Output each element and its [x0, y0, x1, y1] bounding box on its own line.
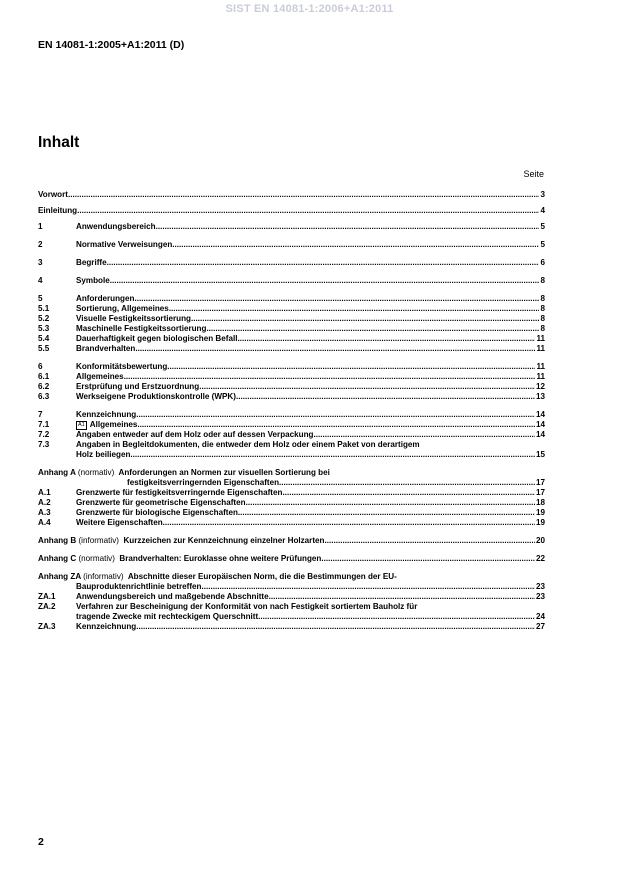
toc-page: 8	[540, 276, 545, 285]
annex-type: (normativ)	[78, 554, 115, 563]
toc-page: 15	[535, 450, 545, 459]
toc-entry-7[interactable]	[38, 410, 545, 420]
watermark: SIST EN 14081-1:2006+A1:2011	[225, 3, 394, 15]
annex-type: (informativ)	[78, 536, 119, 545]
toc-title: Allgemeines	[76, 372, 124, 381]
toc-title: Anwendungsbereich	[76, 222, 156, 231]
toc-page: 13	[535, 392, 545, 401]
toc-page: 6	[540, 258, 545, 267]
toc-page: 8	[540, 324, 545, 333]
toc-page: 11	[536, 362, 545, 371]
toc-entry-6-2[interactable]	[38, 382, 545, 392]
annex-label: Anhang ZA	[38, 572, 81, 581]
toc-title: Kurzzeichen zur Kennzeichnung einzelner Holzarten	[123, 536, 325, 545]
toc-number: 5.2	[38, 314, 50, 323]
toc-title: Werkseigene Produktionskontrolle (WPK)	[76, 392, 236, 401]
toc-page: 11	[536, 334, 545, 343]
toc-entry-7-2[interactable]	[38, 430, 545, 440]
toc-number: A.1	[38, 488, 51, 497]
toc-title: Konformitätsbewertung	[76, 362, 168, 371]
toc-entry-2[interactable]	[38, 240, 545, 250]
toc-title: Kennzeichnung	[76, 410, 137, 419]
toc-entry-annex-za-cont[interactable]	[38, 582, 545, 592]
annex-label: Anhang C	[38, 554, 77, 563]
toc-title: Visuelle Festigkeitssortierung	[76, 314, 191, 323]
toc-number: 7.2	[38, 430, 50, 439]
toc-entry-za2-cont[interactable]	[38, 612, 545, 622]
toc-number: 5.4	[38, 334, 50, 343]
toc-page: 3	[540, 190, 545, 199]
toc-number: ZA.1	[38, 592, 56, 601]
toc-title: Normative Verweisungen	[76, 240, 173, 249]
toc-number: 6.3	[38, 392, 50, 401]
toc-page: 22	[535, 554, 545, 563]
toc-entry-annex-a[interactable]	[38, 468, 545, 478]
toc-title: Grenzwerte für geometrische Eigenschaften	[76, 498, 246, 507]
toc-page: 14	[535, 410, 545, 419]
toc-number: 2	[38, 240, 43, 249]
toc-page: 17	[535, 488, 545, 497]
toc-title: Begriffe	[76, 258, 107, 267]
toc-page: 12	[535, 382, 545, 391]
toc-title-line1: Anforderungen an Normen zur visuellen Sortierung bei	[118, 468, 330, 477]
toc-number: 6.1	[38, 372, 50, 381]
toc-entry-annex-c[interactable]	[38, 554, 545, 564]
toc-number: 5.5	[38, 344, 50, 353]
toc-number: 5.3	[38, 324, 50, 333]
toc-entry-5-4[interactable]	[38, 334, 545, 344]
toc-page: 27	[535, 622, 545, 631]
toc-entry-4[interactable]	[38, 276, 545, 286]
toc-number: 7.3	[38, 440, 50, 449]
toc-number: A.3	[38, 508, 51, 517]
toc-title: Anwendungsbereich und maßgebende Abschnitte	[76, 592, 269, 601]
page-title: Inhalt	[38, 134, 80, 151]
toc-title-line2: festigkeitsverringernden Eigenschaften	[127, 478, 280, 487]
toc-page: 8	[540, 304, 545, 313]
toc-entry-za2[interactable]	[38, 602, 545, 612]
toc-page: 8	[540, 314, 545, 323]
toc-entry-6-3[interactable]	[38, 392, 545, 402]
toc-title: Vorwort	[38, 190, 68, 199]
table-of-contents	[38, 190, 545, 632]
toc-page: 20	[535, 536, 545, 545]
toc-title-line2: tragende Zwecke mit rechteckigem Querschnitt	[76, 612, 259, 621]
toc-page: 17	[535, 478, 545, 487]
toc-entry-5-5[interactable]	[38, 344, 545, 354]
toc-entry-annex-za[interactable]	[38, 572, 545, 582]
toc-entry-a4[interactable]	[38, 518, 545, 528]
toc-number: 6	[38, 362, 43, 371]
toc-entry-5-3[interactable]	[38, 324, 545, 334]
toc-title: Anforderungen	[76, 294, 135, 303]
toc-entry-1[interactable]	[38, 222, 545, 232]
toc-number: 3	[38, 258, 43, 267]
toc-title: Grenzwerte für festigkeitsverringernde Eigenschaften	[76, 488, 283, 497]
toc-title-line1: Abschnitte dieser Europäischen Norm, die die Bestimmungen der EU-	[127, 572, 397, 581]
toc-number: 4	[38, 276, 43, 285]
toc-entry-7-3[interactable]	[38, 440, 545, 450]
toc-title: Grenzwerte für biologische Eigenschaften	[76, 508, 238, 517]
annex-label: Anhang B	[38, 536, 77, 545]
annex-type: (normativ)	[77, 468, 115, 477]
toc-entry-vorwort[interactable]	[38, 190, 545, 200]
toc-entry-a2[interactable]	[38, 498, 545, 508]
toc-number: 6.2	[38, 382, 50, 391]
toc-title-line2: Holz beiliegen	[76, 450, 131, 459]
toc-number: ZA.2	[38, 602, 56, 611]
toc-number: 5	[38, 294, 43, 303]
toc-entry-annex-b[interactable]	[38, 536, 545, 546]
toc-entry-7-1[interactable]	[38, 420, 545, 430]
toc-page: 14	[535, 420, 545, 429]
annex-type: (informativ)	[83, 572, 124, 581]
toc-number: A.4	[38, 518, 51, 527]
toc-page: 14	[535, 430, 545, 439]
document-id: EN 14081-1:2005+A1:2011 (D)	[38, 39, 185, 51]
toc-entry-3[interactable]	[38, 258, 545, 268]
toc-number: ZA.3	[38, 622, 56, 631]
toc-page: 8	[540, 294, 545, 303]
toc-entry-7-3-cont[interactable]	[38, 450, 545, 460]
toc-entry-za1[interactable]	[38, 592, 545, 602]
toc-entry-a1[interactable]	[38, 488, 545, 498]
toc-page: 11	[536, 344, 545, 353]
toc-entry-annex-a-cont[interactable]	[38, 478, 545, 488]
toc-page: 24	[535, 612, 545, 621]
toc-title: Symbole	[76, 276, 110, 285]
toc-title: Sortierung, Allgemeines	[76, 304, 169, 313]
toc-title: Maschinelle Festigkeitssortierung	[76, 324, 207, 333]
toc-page: 5	[540, 240, 545, 249]
toc-page: 11	[536, 372, 545, 381]
toc-entry-6[interactable]	[38, 362, 545, 372]
toc-title: Brandverhalten	[76, 344, 136, 353]
toc-title: Einleitung	[38, 206, 78, 215]
amendment-marker-icon: A1	[78, 422, 85, 428]
toc-title: Erstprüfung und Erstzuordnung	[76, 382, 200, 391]
toc-number: 1	[38, 222, 43, 231]
toc-page: 4	[540, 206, 545, 215]
toc-number: 7	[38, 410, 43, 419]
toc-title-line1: Verfahren zur Bescheinigung der Konformität von nach Festigkeit sortiertem Bauholz für	[76, 602, 418, 611]
toc-title: Angaben entweder auf dem Holz oder auf dessen Verpackung	[76, 430, 314, 439]
toc-entry-5-2[interactable]	[38, 314, 545, 324]
toc-entry-za3[interactable]	[38, 622, 545, 632]
toc-page: 23	[535, 582, 545, 591]
toc-title-line1: Angaben in Begleitdokumenten, die entweder dem Holz oder einem Paket von derartigem	[76, 440, 420, 449]
toc-page: 19	[535, 518, 545, 527]
toc-title: Dauerhaftigkeit gegen biologischen Befall	[76, 334, 238, 343]
annex-label: Anhang A	[38, 468, 76, 477]
toc-title: Brandverhalten: Euroklasse ohne weitere Prüfungen	[119, 554, 322, 563]
page-column-label: Seite	[523, 169, 544, 179]
toc-title: Kennzeichnung	[76, 622, 137, 631]
toc-title: Weitere Eigenschaften	[76, 518, 163, 527]
toc-page: 23	[535, 592, 545, 601]
toc-number: 7.1	[38, 420, 50, 429]
toc-page: 5	[540, 222, 545, 231]
toc-number: A.2	[38, 498, 51, 507]
toc-entry-5-1[interactable]	[38, 304, 545, 314]
toc-title-line2: Bauproduktenrichtlinie betreffen	[76, 582, 202, 591]
toc-entry-5[interactable]	[38, 294, 545, 304]
toc-entry-a3[interactable]	[38, 508, 545, 518]
toc-entry-6-1[interactable]	[38, 372, 545, 382]
toc-number: 5.1	[38, 304, 50, 313]
page-number: 2	[38, 836, 44, 848]
toc-title: Allgemeines	[89, 420, 138, 429]
toc-entry-einleitung[interactable]	[38, 206, 545, 216]
toc-page: 18	[535, 498, 545, 507]
toc-page: 19	[535, 508, 545, 517]
